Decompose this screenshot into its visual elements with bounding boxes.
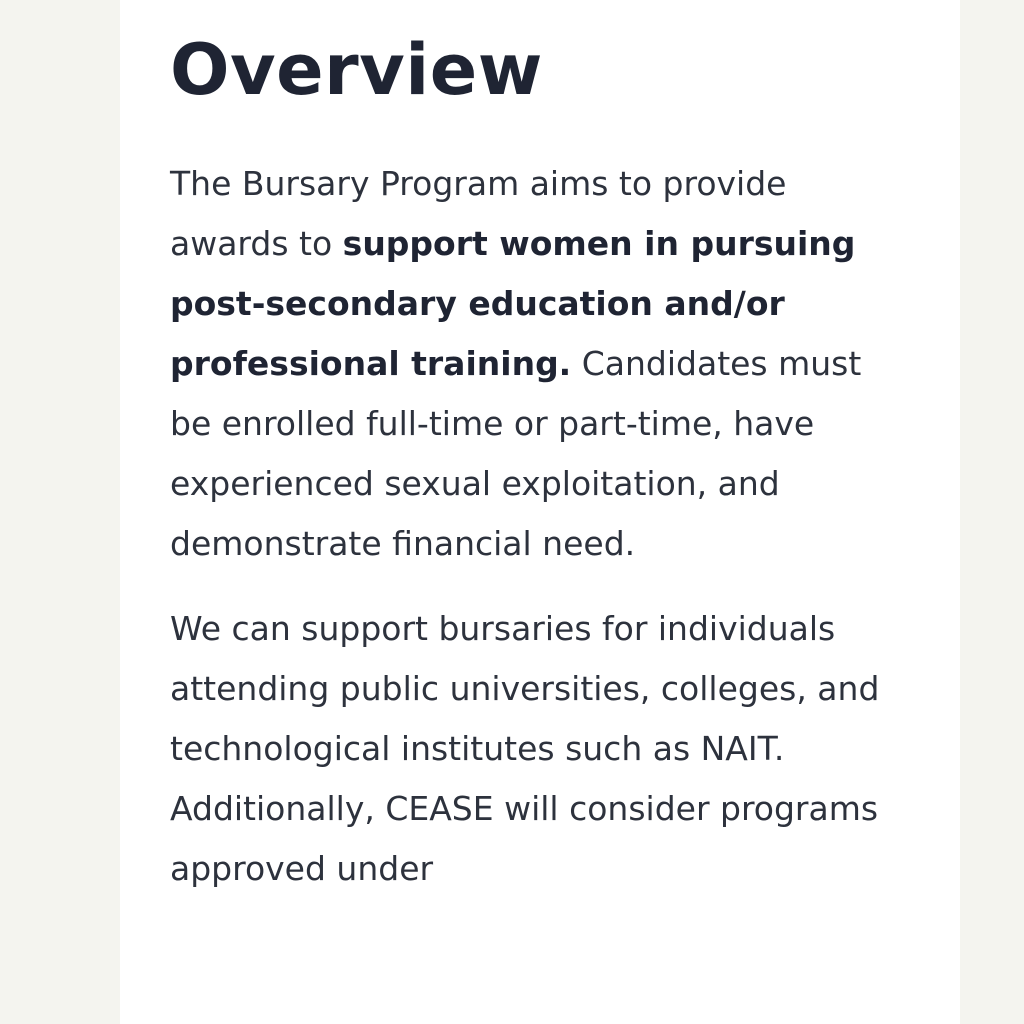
page-title: Overview (170, 29, 543, 111)
document-page (120, 0, 960, 1024)
paragraph-1-intro: The Bursary Program aims to provide awards to (170, 164, 787, 263)
paragraph-1-emphasis: support women in pursuing post-secondary education and/or professional training. (170, 224, 856, 383)
overview-paragraph-1 (170, 154, 910, 574)
paragraph-1-rest: Candidates must be enrolled full-time or part-time, have experienced sexual exploitation, and demonstrate financial need. (170, 344, 862, 563)
article-content (170, 20, 910, 899)
overview-paragraph-2: We can support bursaries for individuals attending public universities, colleges, and technological institutes such as NAIT. Additionally, CEASE will consider programs approved under (170, 609, 880, 888)
